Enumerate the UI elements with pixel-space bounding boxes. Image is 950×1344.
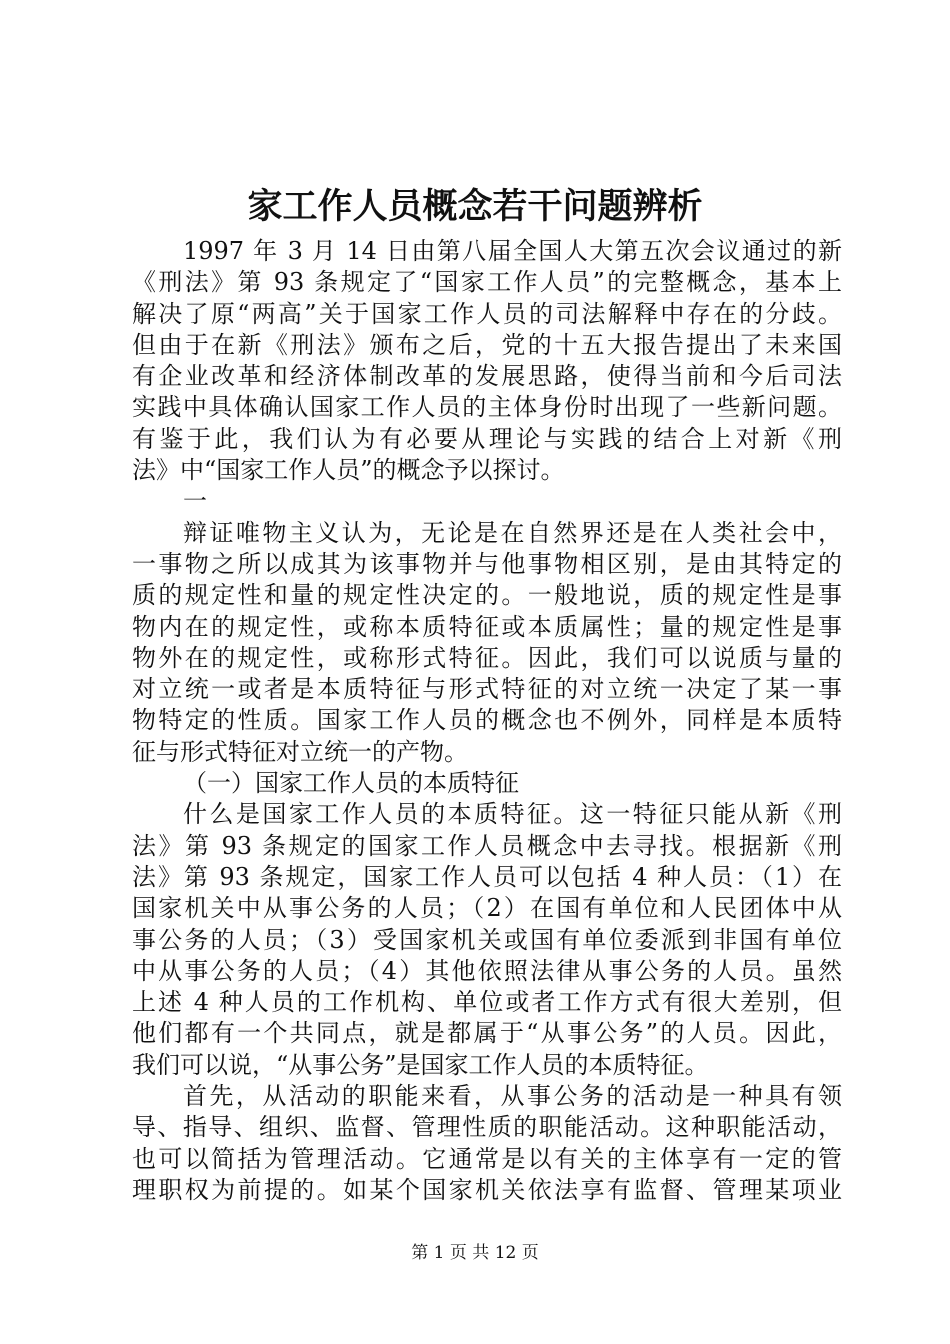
text-line: 我们可以说，“从事公务”是国家工作人员的本质特征。 [132,1050,709,1079]
text-line: 导、指导、组织、监督、管理性质的职能活动。这种职能活动， [132,1113,842,1142]
text-line: 有鉴于此，我们认为有必要从理论与实践的结合上对新《刑 [132,424,842,453]
text-line: 物外在的规定性，或称形式特征。因此，我们可以说质与量的 [132,643,842,672]
section-marker: 一 [183,487,207,516]
text-line: 有企业改革和经济体制改革的发展思路，使得当前和今后司法 [132,362,842,391]
text-line: 首先，从活动的职能来看，从事公务的活动是一种具有领 [183,1082,842,1111]
text-line: 《刑法》第 93 条规定了“国家工作人员”的完整概念，基本上 [132,268,842,297]
text-line: 中从事公务的人员；（4）其他依照法律从事公务的人员。虽然 [132,956,842,985]
text-line: 法》第 93 条规定的国家工作人员概念中去寻找。根据新《刑 [132,831,842,860]
text-line: 对立统一或者是本质特征与形式特征的对立统一决定了某一事 [132,675,842,704]
text-line: 理职权为前提的。如某个国家机关依法享有监督、管理某项业 [132,1175,842,1204]
section-heading: （一）国家工作人员的本质特征 [183,769,519,798]
text-line: 质的规定性和量的规定性决定的。一般地说，质的规定性是事 [132,581,842,610]
text-line: 一事物之所以成其为该事物并与他事物相区别，是由其特定的 [132,549,842,578]
text-line: 1997 年 3 月 14 日由第八届全国人大第五次会议通过的新 [183,237,842,265]
text-line: 解决了原“两高”关于国家工作人员的司法解释中存在的分歧。 [132,299,842,328]
document-title: 家工作人员概念若干问题辨析 [247,186,703,227]
text-line: 实践中具体确认国家工作人员的主体身份时出现了一些新问题。 [132,393,842,422]
text-line: 上述 4 种人员的工作机构、单位或者工作方式有很大差别，但 [132,988,842,1017]
document-body [132,236,842,1206]
text-line: 物特定的性质。国家工作人员的概念也不例外，同样是本质特 [132,706,842,735]
text-line: 法》中“国家工作人员”的概念予以探讨。 [132,456,565,485]
text-line: 但由于在新《刑法》颁布之后，党的十五大报告提出了未来国 [132,330,842,359]
text-line: 法》第 93 条规定，国家工作人员可以包括 4 种人员：（1）在 [132,862,842,891]
text-line: 也可以简括为管理活动。它通常是以有关的主体享有一定的管 [132,1144,842,1173]
text-line: 征与形式特征对立统一的产物。 [132,737,468,766]
text-line: 物内在的规定性，或称本质特征或本质属性；量的规定性是事 [132,612,842,641]
text-line: 他们都有一个共同点，就是都属于“从事公务”的人员。因此， [132,1019,842,1048]
text-line: 国家机关中从事公务的人员；（2）在国有单位和人民团体中从 [132,894,842,923]
page-footer: 第 1 页 共 12 页 [411,1243,539,1263]
text-line: 辩证唯物主义认为，无论是在自然界还是在人类社会中， [183,518,842,547]
text-line: 什么是国家工作人员的本质特征。这一特征只能从新《刑 [183,800,842,829]
text-line: 事公务的人员；（3）受国家机关或国有单位委派到非国有单位 [132,925,842,954]
